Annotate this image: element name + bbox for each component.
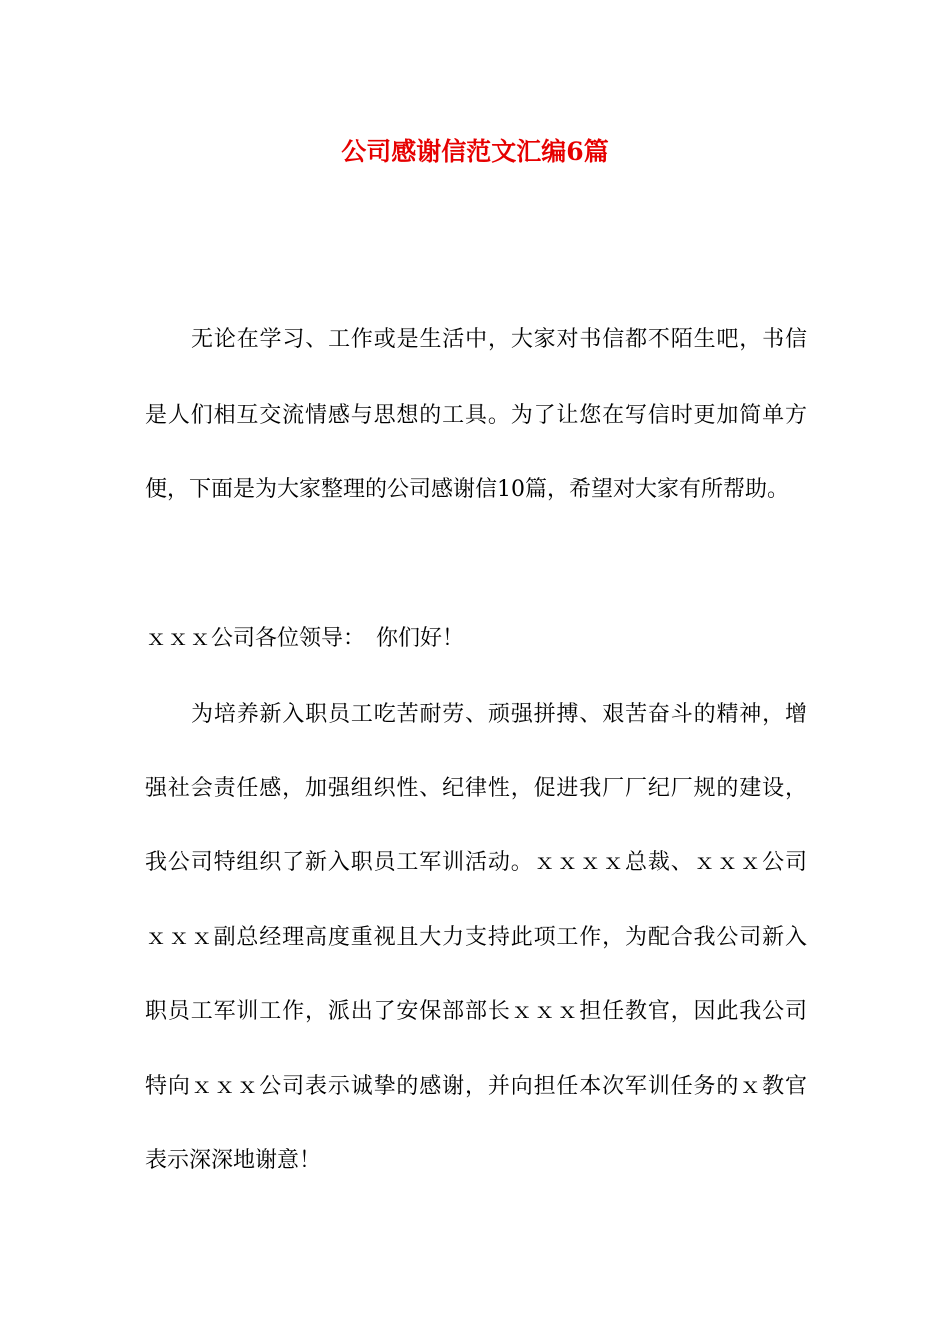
body-line: ｘｘｘ副总经理高度重视且大力支持此项工作，为配合我公司新入 bbox=[145, 925, 807, 950]
body-line: 为培养新入职员工吃苦耐劳、顽强拼搏、艰苦奋斗的精神，增 bbox=[191, 702, 807, 727]
body-line: 职员工军训工作，派出了安保部部长ｘｘｘ担任教官，因此我公司 bbox=[145, 999, 807, 1024]
intro-line: 是人们相互交流情感与思想的工具。为了让您在写信时更加简单方 bbox=[145, 403, 807, 428]
body-line: 特向ｘｘｘ公司表示诚挚的感谢，并向担任本次军训任务的ｘ教官 bbox=[145, 1074, 807, 1099]
letter-greeting: ｘｘｘ公司各位领导： 你们好！ bbox=[145, 626, 465, 651]
document-title: 公司感谢信范文汇编6篇 bbox=[341, 137, 609, 166]
intro-line: 便，下面是为大家整理的公司感谢信10篇，希望对大家有所帮助。 bbox=[145, 477, 789, 502]
body-line: 强社会责任感，加强组织性、纪律性，促进我厂厂纪厂规的建设， bbox=[145, 776, 807, 801]
body-line: 表示深深地谢意！ bbox=[145, 1148, 322, 1173]
intro-line: 无论在学习、工作或是生活中，大家对书信都不陌生吧，书信 bbox=[191, 327, 807, 352]
body-line: 我公司特组织了新入职员工军训活动。ｘｘｘｘ总裁、ｘｘｘ公司 bbox=[145, 850, 807, 875]
